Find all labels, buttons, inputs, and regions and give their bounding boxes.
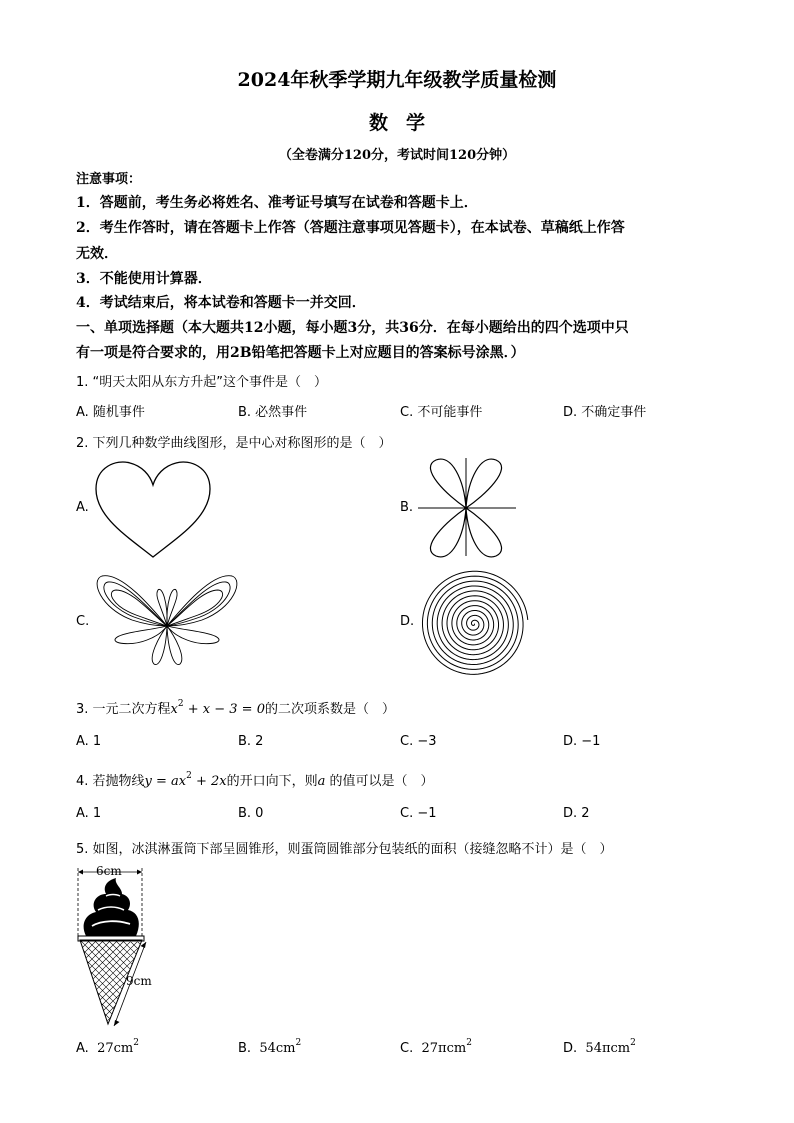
question-1-option-c: C. 不可能事件 bbox=[400, 405, 483, 420]
question-5-option-c-exp: 2 bbox=[466, 1038, 472, 1048]
question-5-option-c-value: 27πcm bbox=[421, 1041, 467, 1056]
question-5-option-c-letter: C. bbox=[400, 1041, 414, 1056]
question-1-stem: 1. “明天太阳从东方升起”这个事件是（ ） bbox=[76, 375, 328, 390]
question-4-variable-a: a bbox=[317, 774, 326, 789]
question-2-stem: 2. 下列几种数学曲线图形，是中心对称图形的是（ ） bbox=[76, 436, 392, 451]
question-5-option-b-exp: 2 bbox=[295, 1038, 302, 1048]
question-5-option-d-exp: 2 bbox=[630, 1038, 636, 1048]
question-2-label-a: A. bbox=[76, 500, 89, 515]
question-3-option-a: A. 1 bbox=[76, 734, 102, 749]
question-1-option-d: D. 不确定事件 bbox=[563, 405, 647, 420]
four-petal-curve-figure bbox=[418, 456, 518, 556]
question-3-equation: + x − 3 = 0 bbox=[183, 702, 265, 717]
question-3-x: x bbox=[170, 702, 178, 717]
note-item-1: 1．答题前，考生务必将姓名、准考证号填写在试卷和答题卡上． bbox=[76, 195, 478, 211]
cone-slant-label: 9cm bbox=[126, 974, 152, 988]
note-item-4: 4．考试结束后，将本试卷和答题卡一并交回． bbox=[76, 295, 366, 311]
question-4-exponent: 2 bbox=[186, 771, 192, 781]
question-5-stem: 5. 如图，冰淇淋蛋筒下部呈圆锥形，则蛋筒圆锥部分包装纸的面积（接缝忽略不计）是（ ） bbox=[76, 842, 613, 857]
question-4-option-b: B. 0 bbox=[238, 806, 264, 821]
question-4-equation-tail: + 2x bbox=[191, 774, 227, 789]
question-5-option-a bbox=[76, 1038, 139, 1056]
question-3-stem bbox=[76, 698, 395, 717]
score-info: （全卷满分120分，考试时间120分钟） bbox=[278, 148, 516, 163]
question-5-option-a-exp: 2 bbox=[133, 1038, 139, 1048]
question-5-option-d bbox=[563, 1038, 636, 1056]
question-3-option-b: B. 2 bbox=[238, 734, 264, 749]
cone-diameter-label: 6cm bbox=[96, 864, 122, 878]
question-4-middle: 的开口向下，则 bbox=[226, 774, 318, 789]
question-5-option-a-letter: A. bbox=[76, 1041, 89, 1056]
question-2-label-b: B. bbox=[400, 500, 414, 515]
notes-heading: 注意事项： bbox=[76, 172, 142, 187]
question-5-option-c bbox=[400, 1038, 472, 1056]
question-4-option-d: D. 2 bbox=[563, 806, 590, 821]
heart-curve-figure bbox=[88, 455, 218, 565]
question-1-option-a: A. 随机事件 bbox=[76, 405, 145, 420]
question-4-option-a: A. 1 bbox=[76, 806, 102, 821]
question-5-option-b-letter: B. bbox=[238, 1041, 252, 1056]
ice-cream-cone-figure bbox=[72, 860, 162, 1032]
note-item-2: 2．考生作答时，请在答题卡上作答（答题注意事项见答题卡），在本试卷、草稿纸上作答 bbox=[76, 220, 625, 236]
note-item-2-cont: 无效． bbox=[76, 246, 118, 262]
question-4-prefix: 4. 若抛物线 bbox=[76, 774, 145, 789]
question-4-option-c: C. −1 bbox=[400, 806, 437, 821]
section-heading-line2: 有一项是符合要求的，用2B铅笔把答题卡上对应题目的答案标号涂黑．） bbox=[76, 345, 525, 361]
butterfly-curve-figure bbox=[92, 568, 242, 668]
question-3-option-d: D. −1 bbox=[563, 734, 601, 749]
question-3-prefix: 3. 一元二次方程 bbox=[76, 702, 171, 717]
question-3-option-c: C. −3 bbox=[400, 734, 437, 749]
spiral-curve-figure bbox=[418, 568, 530, 680]
section-heading-line1: 一、单项选择题（本大题共12小题，每小题3分，共36分．在每小题给出的四个选项中只 bbox=[76, 320, 629, 336]
question-4-suffix: 的值可以是（ ） bbox=[325, 774, 434, 789]
question-1-option-b: B. 必然事件 bbox=[238, 405, 308, 420]
question-5-option-a-value: 27cm bbox=[97, 1041, 134, 1056]
question-4-stem bbox=[76, 770, 434, 789]
question-2-label-c: C. bbox=[76, 614, 90, 629]
page-title: 2024年秋季学期九年级教学质量检测 bbox=[237, 69, 557, 91]
subject-title: 数学 bbox=[368, 112, 443, 134]
question-5-option-b bbox=[238, 1038, 302, 1056]
question-4-equation-head: y = ax bbox=[144, 774, 187, 789]
question-3-exponent: 2 bbox=[177, 699, 184, 709]
question-3-suffix: 的二次项系数是（ ） bbox=[264, 702, 395, 717]
question-5-option-d-letter: D. bbox=[563, 1041, 578, 1056]
question-5-option-d-value: 54πcm bbox=[585, 1041, 631, 1056]
note-item-3: 3．不能使用计算器． bbox=[76, 271, 212, 287]
question-5-option-b-value: 54cm bbox=[259, 1041, 296, 1056]
question-2-label-d: D. bbox=[400, 614, 415, 629]
